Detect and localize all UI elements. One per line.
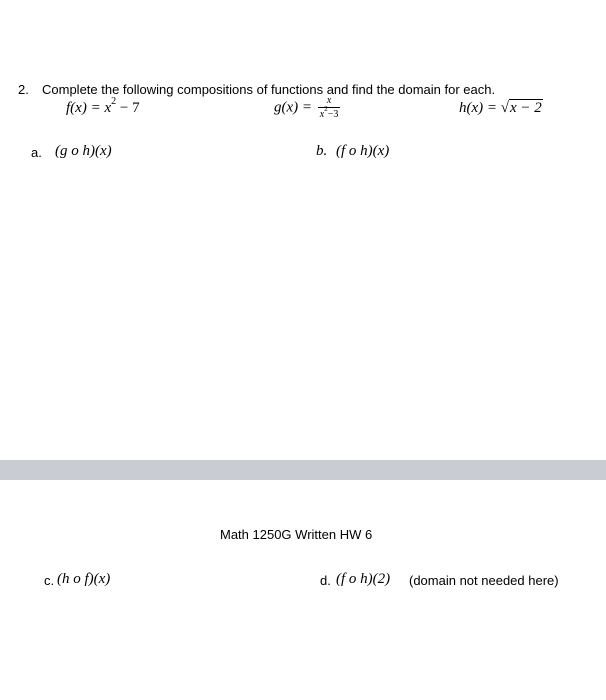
- function-f-exponent: 2: [111, 96, 117, 107]
- function-g-den-tail: −3: [327, 109, 339, 120]
- function-g-den-base: x: [319, 109, 325, 120]
- function-h: [459, 100, 543, 117]
- function-g: [274, 96, 340, 120]
- part-a-expression: (g o h)(x): [55, 143, 112, 159]
- function-g-lhs: g(x) =: [274, 99, 316, 116]
- part-d-label: d.: [320, 573, 331, 588]
- function-f: [66, 96, 140, 117]
- part-d-note: (domain not needed here): [409, 573, 559, 588]
- function-g-fraction: [318, 96, 341, 120]
- function-h-sqrt: [501, 100, 543, 117]
- part-a-label: a.: [31, 145, 42, 160]
- page-header: Math 1250G Written HW 6: [220, 527, 373, 542]
- function-f-base: x: [104, 100, 112, 116]
- function-h-radicand: x − 2: [510, 100, 542, 116]
- function-f-lhs: f(x) =: [66, 100, 105, 116]
- problem-number: 2.: [18, 82, 29, 97]
- part-c-label: c.: [44, 573, 55, 588]
- function-f-tail: − 7: [116, 100, 140, 116]
- page-bottom: [0, 480, 606, 700]
- part-c-expression: (h o f)(x): [57, 571, 111, 587]
- part-d-expression: (f o h)(2): [336, 571, 391, 587]
- function-h-lhs: h(x) =: [459, 100, 501, 116]
- part-b-label: b.: [316, 143, 328, 159]
- page-separator: [0, 460, 606, 480]
- function-g-numerator: x: [318, 96, 341, 108]
- function-g-denominator: [318, 104, 341, 120]
- part-b-expression: (f o h)(x): [336, 143, 390, 159]
- function-g-den-exponent: 2: [324, 104, 328, 113]
- radical-sign-icon: √: [500, 100, 510, 116]
- problem-instructions: Complete the following compositions of functions and find the domain for each.: [42, 82, 496, 97]
